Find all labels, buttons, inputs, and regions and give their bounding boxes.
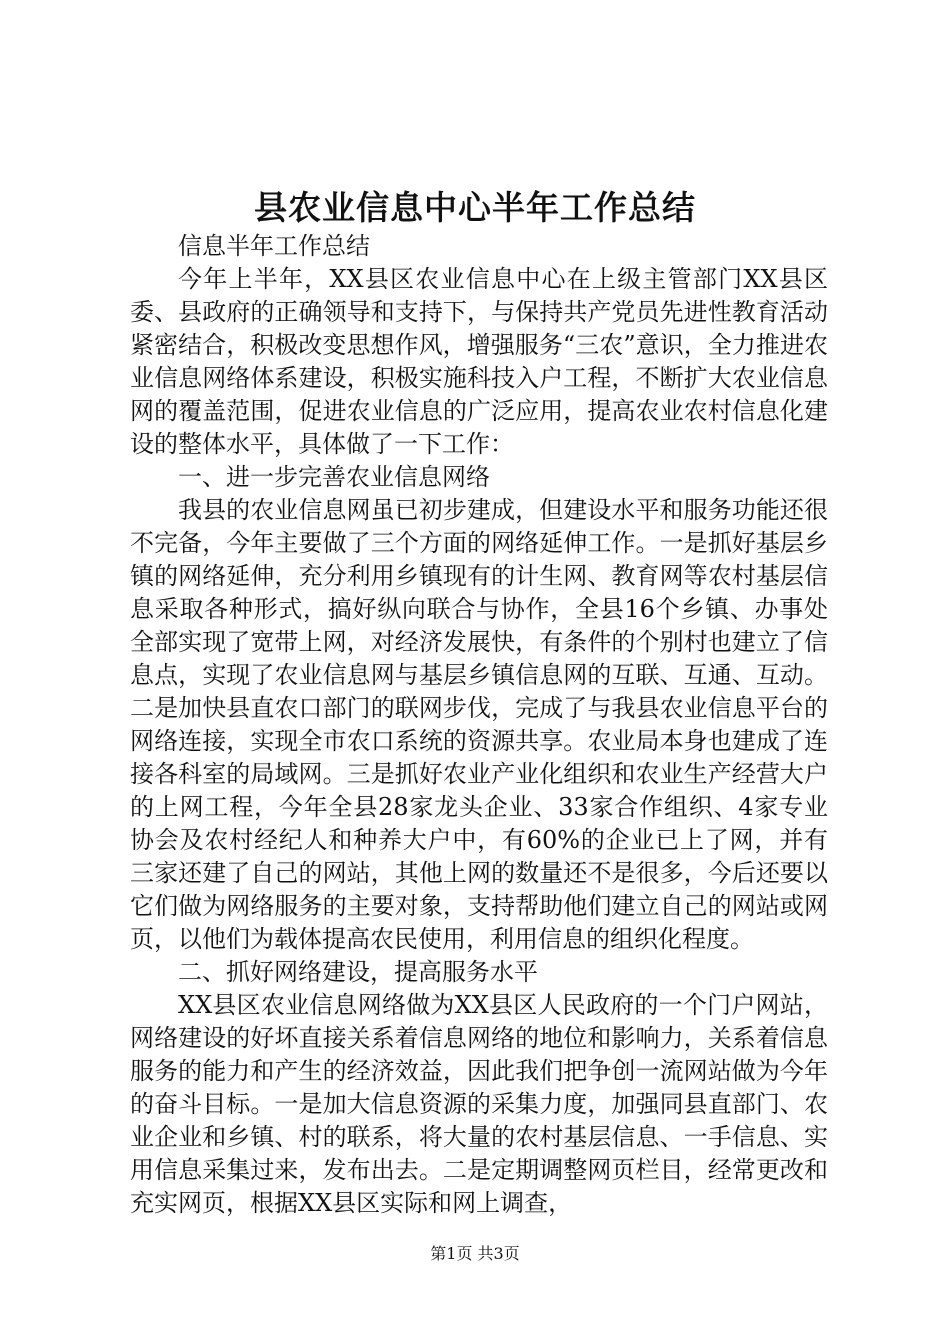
document-subtitle: 信息半年工作总结 bbox=[178, 232, 370, 260]
section-1-heading: 一、进一步完善农业信息网络 bbox=[178, 463, 490, 491]
intro-paragraph: 今年上半年，XX县区农业信息中心在上级主管部门XX县区委、县政府的正确领导和支持下，与保持共产党员先进性教育活动紧密结合，积极改变思想作风，增强服务“三农”意识，全力推进农业信息网络体系建设，积极实施科技入户工程，不断扩大农业信息网的覆盖范围，促进农业信息的广泛应用，提高农业农村信息化建设的整体水平，具体做了一下工作： bbox=[130, 265, 828, 458]
page-footer: 第1页 共3页 bbox=[430, 1244, 520, 1263]
section-2-heading: 二、抓好网络建设，提高服务水平 bbox=[178, 958, 538, 986]
section-1-body: 我县的农业信息网虽已初步建成，但建设水平和服务功能还很不完备，今年主要做了三个方面的网络延伸工作。一是抓好基层乡镇的网络延伸，充分利用乡镇现有的计生网、教育网等农村基层信息采取各种形式，搞好纵向联合与协作，全县16个乡镇、办事处全部实现了宽带上网，对经济发展快，有条件的个别村也建立了信息点，实现了农业信息网与基层乡镇信息网的互联、互通、互动。二是加快县直农口部门的联网步伐，完成了与我县农业信息平台的网络连接，实现全市农口系统的资源共享。农业局本身也建成了连接各科室的局域网。三是抓好农业产业化组织和农业生产经营大户的上网工程，今年全县28家龙头企业、33家合作组织、4家专业协会及农村经纪人和种养大户中，有60%的企业已上了网，并有三家还建了自己的网站，其他上网的数量还不是很多，今后还要以它们做为网络服务的主要对象，支持帮助他们建立自己的网站或网页，以他们为载体提高农民使用，利用信息的组织化程度。 bbox=[130, 496, 828, 953]
section-2-body: XX县区农业信息网络做为XX县区人民政府的一个门户网站，网络建设的好坏直接关系着信息网络的地位和影响力，关系着信息服务的能力和产生的经济效益，因此我们把争创一流网站做为今年的奋斗目标。一是加大信息资源的采集力度，加强同县直部门、农业企业和乡镇、村的联系，将大量的农村基层信息、一手信息、实用信息采集过来，发布出去。二是定期调整网页栏目，经常更改和充实网页，根据XX县区实际和网上调查， bbox=[130, 991, 828, 1217]
document-body bbox=[130, 230, 828, 1220]
document-title: 县农业信息中心半年工作总结 bbox=[254, 188, 696, 227]
